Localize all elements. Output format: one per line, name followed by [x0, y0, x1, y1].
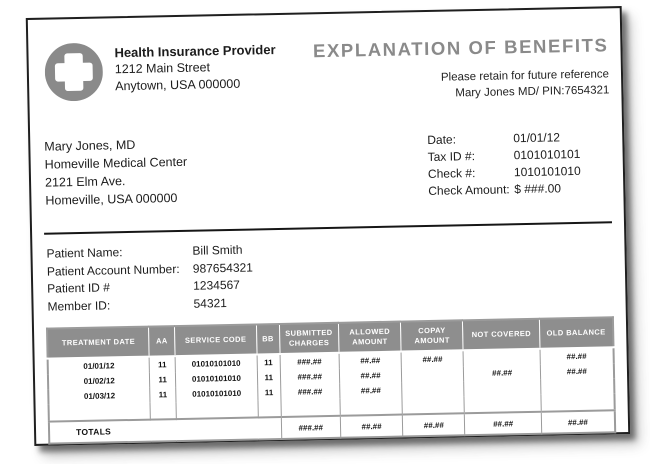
- cell: [463, 349, 540, 367]
- date-label: Date:: [427, 132, 457, 147]
- medical-cross-icon-svg: [44, 42, 103, 101]
- patient-id-label: Patient ID #: [47, 280, 111, 296]
- total-old-balance: ##.##: [541, 410, 615, 433]
- cell: ##.##: [340, 383, 403, 399]
- col-old-balance: OLD BALANCE: [539, 317, 613, 348]
- total-allowed-amount: ##.##: [340, 415, 403, 438]
- total-not-covered: ##.##: [465, 412, 542, 436]
- cell: 11: [149, 356, 175, 373]
- check-amount-label: Check Amount:: [428, 182, 510, 198]
- payee-line3: 2121 Elm Ave.: [44, 174, 126, 190]
- cell: ###.##: [280, 384, 340, 400]
- tax-id-value: 0101010101: [513, 146, 581, 163]
- cell: 11: [258, 385, 281, 400]
- cell: [540, 378, 614, 394]
- patient-info-row: [47, 294, 253, 316]
- provider-address-line1: 1212 Main Street: [114, 60, 211, 77]
- retain-note: Please retain for future reference: [440, 68, 610, 84]
- cell: 01010101010: [176, 385, 258, 402]
- cell: [464, 380, 541, 397]
- cell: ##.##: [401, 350, 464, 367]
- cell: ##.##: [339, 368, 402, 384]
- col-copay-amount: COPAY AMOUNT: [401, 320, 464, 351]
- provider-name: Health Insurance Provider: [114, 42, 276, 61]
- cell: [402, 366, 465, 382]
- cell: 11: [150, 387, 176, 403]
- total-copay-amount: ##.##: [403, 413, 466, 436]
- cell: ###.##: [280, 353, 340, 370]
- cell: ##.##: [540, 363, 614, 379]
- cell: 01/01/12: [48, 357, 150, 375]
- cell: 01/03/12: [48, 388, 150, 405]
- pin-line: Mary Jones MD/ PIN:7654321: [455, 84, 610, 100]
- patient-name-value: Bill Smith: [192, 242, 243, 258]
- date-value: 01/01/12: [513, 130, 561, 146]
- check-info-row: [428, 180, 581, 200]
- page-title: EXPLANATION OF BENEFITS: [312, 34, 609, 62]
- patient-info-block: [46, 242, 253, 316]
- col-bb: BB: [256, 324, 279, 354]
- col-aa: AA: [149, 326, 175, 357]
- cell: 11: [150, 372, 176, 388]
- provider-address-line2: Anytown, USA 000000: [115, 76, 241, 94]
- check-info-block: [427, 129, 581, 200]
- cell: ###.##: [280, 369, 340, 385]
- cell: 01/02/12: [48, 373, 150, 390]
- eob-document-sheet: [26, 6, 630, 446]
- cell: [402, 381, 465, 397]
- total-submitted-charges: ###.##: [281, 416, 341, 439]
- patient-id-value: 1234567: [193, 277, 241, 293]
- payee-address-block: [44, 135, 188, 210]
- col-submitted-charges: SUBMITTED CHARGES: [279, 323, 339, 354]
- payee-line2: Homeville Medical Center: [44, 154, 188, 172]
- cell: ##.##: [464, 365, 541, 382]
- check-amount-value: $ ###.00: [514, 181, 562, 197]
- payee-line1: Mary Jones, MD: [44, 137, 136, 154]
- check-number-label: Check #:: [427, 166, 476, 181]
- cell: 11: [257, 354, 280, 370]
- section-divider-line: [44, 221, 612, 234]
- col-not-covered: NOT COVERED: [463, 319, 540, 351]
- tax-id-label: Tax ID #:: [427, 149, 476, 164]
- cell: 01010101010: [175, 354, 257, 372]
- benefits-table: [46, 316, 616, 444]
- col-allowed-amount: ALLOWED AMOUNT: [338, 322, 401, 353]
- col-treatment-date: TREATMENT DATE: [47, 327, 149, 359]
- patient-name-label: Patient Name:: [46, 245, 123, 261]
- cell: 01010101010: [175, 370, 257, 387]
- member-id-label: Member ID:: [47, 297, 111, 314]
- member-id-value: 54321: [193, 295, 228, 311]
- totals-label: TOTALS: [49, 417, 281, 444]
- col-service-code: SERVICE CODE: [174, 324, 257, 356]
- payee-line4: Homeville, USA 000000: [45, 191, 178, 208]
- cell: 11: [257, 370, 280, 385]
- cell: ##.##: [339, 352, 402, 369]
- medical-cross-icon: [44, 42, 103, 101]
- title-block: [313, 34, 610, 104]
- benefits-table-body: [48, 347, 616, 443]
- patient-account-value: 987654321: [192, 260, 254, 276]
- cell: ##.##: [540, 347, 614, 364]
- patient-account-label: Patient Account Number:: [46, 261, 180, 279]
- provider-address-block: [114, 41, 276, 95]
- check-number-value: 1010101010: [513, 163, 581, 180]
- retain-note-block: [313, 66, 609, 104]
